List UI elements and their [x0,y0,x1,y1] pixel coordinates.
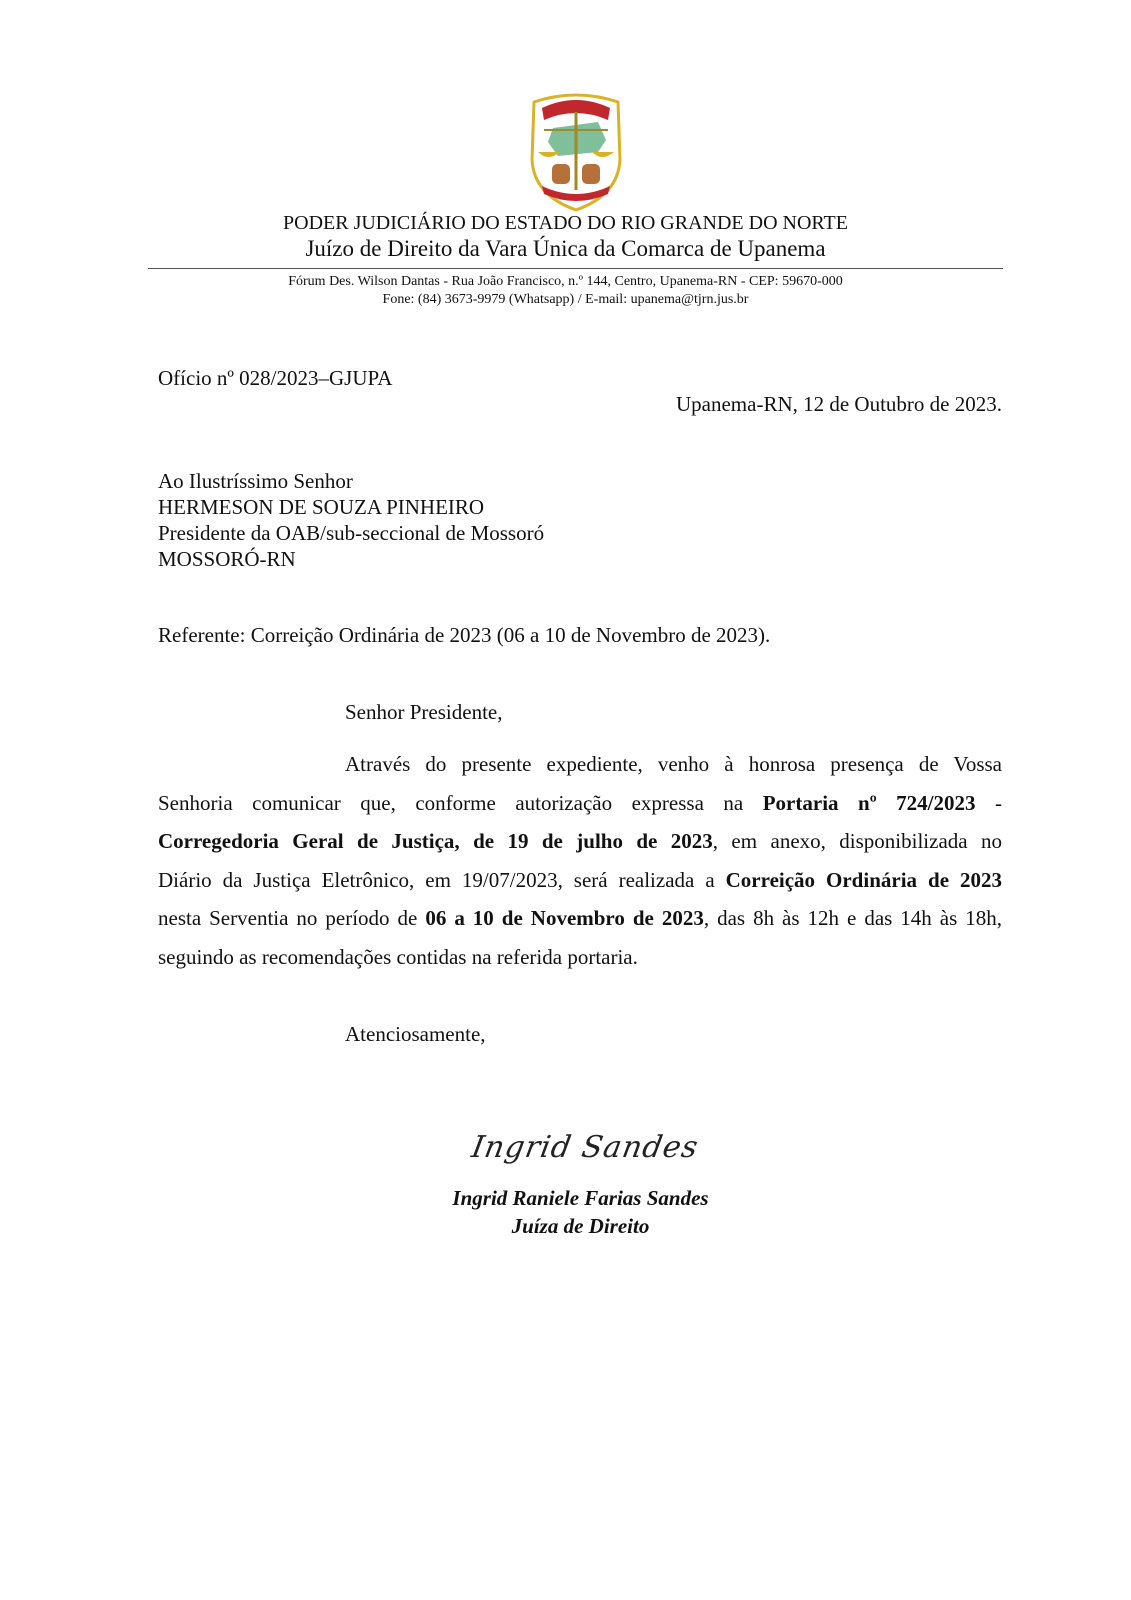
signer-title: Juíza de Direito [511,1214,650,1238]
body-line [345,752,1002,777]
body-line [158,906,1002,931]
header-address: Fórum Des. Wilson Dantas - Rua João Francisco, n.º 144, Centro, Upanema-RN - CEP: 59670-000 [288,274,843,289]
body-line [158,945,1002,970]
body-line [158,868,1002,893]
closing: Atenciosamente, [345,1022,486,1046]
letter-date: Upanema-RN, 12 de Outubro de 2023. [675,392,1002,416]
bold-text: Corregedoria Geral de Justiça, de 19 de julho de 2023 [158,829,713,854]
body-text: Senhoria comunicar que, conforme autorização expressa na [158,790,763,815]
referente: Referente: Correição Ordinária de 2023 (06 a 10 de Novembro de 2023). [158,623,771,647]
recipient-line: Ao Ilustríssimo Senhor [158,469,353,493]
oficio-number: Ofício nº 028/2023–GJUPA [158,366,393,390]
court-seal-logo [528,90,624,212]
header-institution: PODER JUDICIÁRIO DO ESTADO DO RIO GRANDE DO NORTE [283,212,848,234]
body-line [158,791,1002,816]
header-contact: Fone: (84) 3673-9979 (Whatsapp) / E-mail: upanema@tjrn.jus.br [382,292,749,307]
body-text: , em anexo, disponibilizada no [712,829,1002,854]
handwritten-signature: Ingrid Sandes [468,1130,702,1165]
recipient-line: Presidente da OAB/sub-seccional de Mossoró [158,521,545,545]
body-text: Através do presente expediente, venho à honrosa presença de Vossa [345,752,1002,776]
header-divider [148,268,1003,269]
recipient-line: MOSSORÓ-RN [158,547,296,571]
header-court: Juízo de Direito da Vara Única da Comarca de Upanema [305,236,826,261]
body-text: , das 8h às 12h e das 14h às 18h, [703,906,1003,931]
body-text: Diário da Justiça Eletrônico, em 19/07/2023, será realizada a [158,867,726,892]
body-text: - [975,790,1002,815]
body-text: nesta Serventia no período de [158,906,426,931]
bold-text: Portaria nº 724/2023 [762,790,976,815]
signer-name: Ingrid Raniele Farias Sandes [452,1186,709,1210]
salutation: Senhor Presidente, [345,700,503,724]
bold-text: 06 a 10 de Novembro de 2023 [425,906,704,931]
recipient-line: HERMESON DE SOUZA PINHEIRO [158,495,485,519]
body-text: seguindo as recomendações contidas na referida portaria. [158,945,638,969]
body-line [158,829,1002,854]
bold-text: Correição Ordinária de 2023 [725,867,1002,892]
